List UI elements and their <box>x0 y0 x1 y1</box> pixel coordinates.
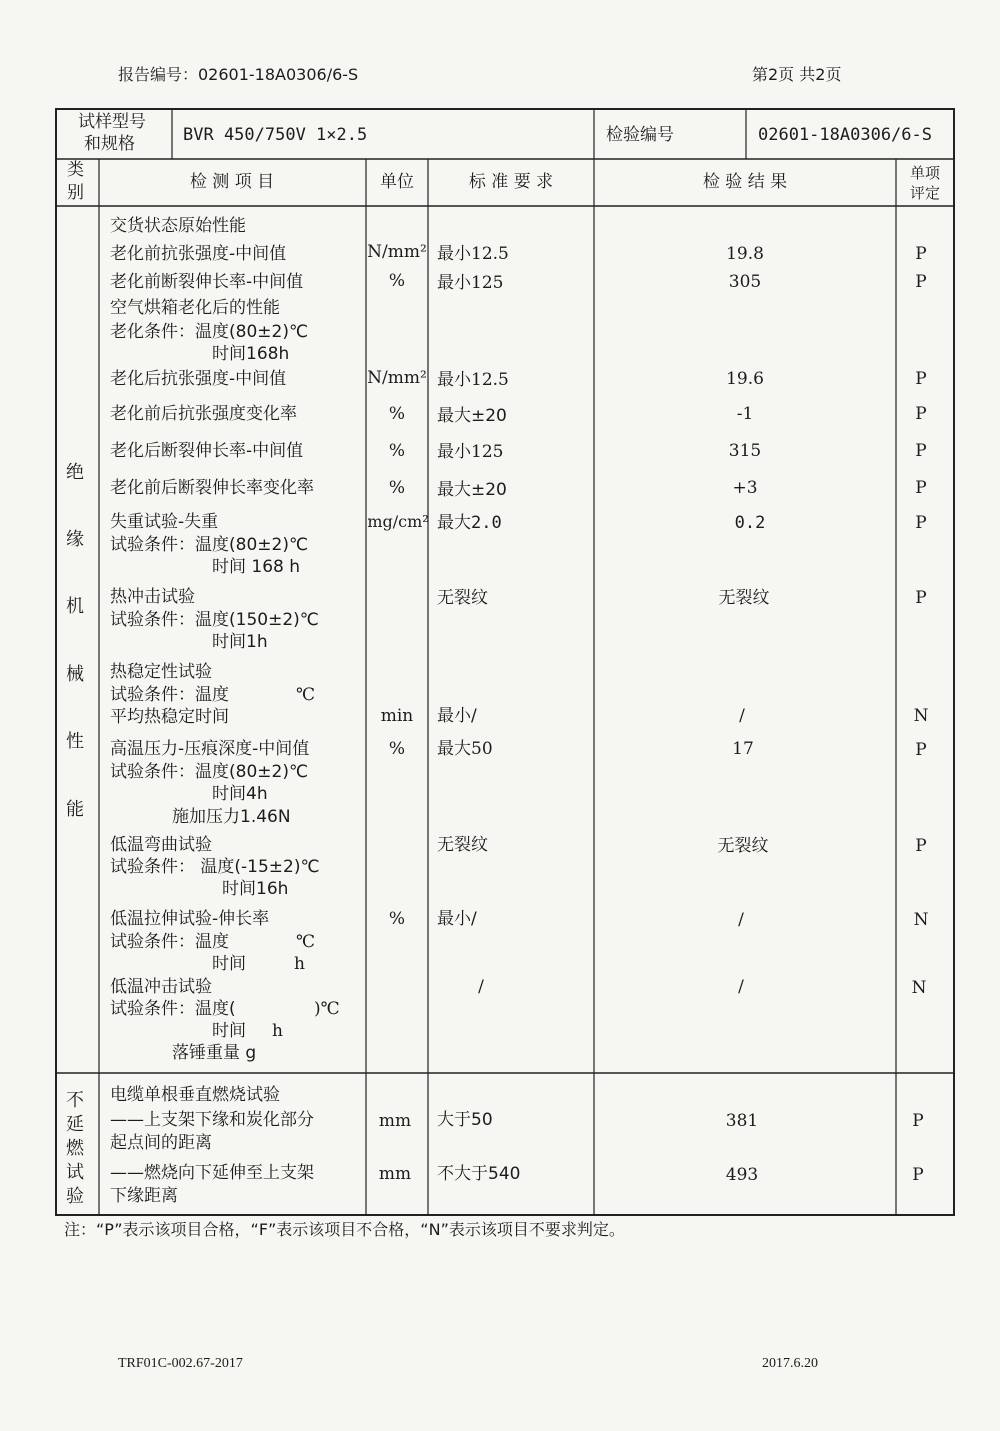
footnote: 注：“P”表示该项目合格，“F”表示该项目不合格，“N”表示该项目不要求判定。 <box>64 1220 625 1239</box>
item-label: 老化前后抗张强度变化率 <box>110 404 297 424</box>
result-value: 0.2 <box>734 513 766 533</box>
item-label: 平均热稳定时间 <box>110 707 229 727</box>
standard-value: 最大50 <box>437 739 493 759</box>
rating-value: N <box>911 978 927 998</box>
standard-value: 最大±20 <box>437 406 507 426</box>
rating-value: P <box>915 513 927 533</box>
section1-category-char: 性 <box>66 731 84 752</box>
item-label: 时间4h <box>212 784 268 804</box>
item-label: 试验条件：温度(80±2)℃ <box>110 762 309 782</box>
item-label: 热稳定性试验 <box>110 662 212 682</box>
result-value: 无裂纹 <box>717 836 769 856</box>
hour-unit: h <box>294 954 305 974</box>
rating-value: N <box>913 910 929 930</box>
rating-value: P <box>915 369 927 389</box>
report-number: 报告编号：02601-18A0306/6-S <box>118 65 359 84</box>
form-number: TRF01C-002.67-2017 <box>118 1356 243 1371</box>
item-label: 试验条件：温度 <box>110 932 229 952</box>
standard-value: 无裂纹 <box>437 835 488 855</box>
standard-value: 最小125 <box>437 442 504 462</box>
result-value: / <box>738 910 744 930</box>
rating-value: P <box>915 441 927 461</box>
spec-value: BVR 450/750V 1×2.5 <box>183 125 368 145</box>
item-label: 时间 168 h <box>212 557 301 577</box>
inspection-label: 检验编号 <box>606 125 674 145</box>
section2-title: 电缆单根垂直燃烧试验 <box>110 1085 280 1105</box>
item-label: 试验条件：温度( <box>110 999 236 1019</box>
rating-value: P <box>915 478 927 498</box>
section1-category-char: 缘 <box>66 529 84 550</box>
section2-category-char: 燃 <box>66 1138 84 1159</box>
spec-label-line2: 和规格 <box>84 134 135 154</box>
item-label: 时间16h <box>222 879 289 899</box>
item-label: 起点间的距离 <box>110 1133 212 1153</box>
spec-label-line1: 试样型号 <box>78 112 146 132</box>
item-label: 低温拉伸试验-伸长率 <box>110 909 270 929</box>
celsius-unit: ℃ <box>296 685 316 705</box>
item-label: 试验条件：温度(80±2)℃ <box>110 535 309 555</box>
rating-value: P <box>915 836 927 856</box>
page-indicator: 第2页 共2页 <box>752 65 842 84</box>
rating-value: P <box>915 244 927 264</box>
result-value: 17 <box>732 739 754 759</box>
item-label: 下缘距离 <box>110 1186 178 1206</box>
standard-value: 最大±20 <box>437 480 507 500</box>
result-value: 无裂纹 <box>718 588 770 608</box>
item-label: 老化后抗张强度-中间值 <box>110 369 287 389</box>
unit-value: mm <box>378 1111 412 1131</box>
standard-value: / <box>478 977 484 997</box>
item-label: 低温冲击试验 <box>110 977 212 997</box>
result-value: / <box>739 706 745 726</box>
item-label: 热冲击试验 <box>110 587 195 607</box>
rating-value: P <box>915 272 927 292</box>
result-value: 381 <box>725 1111 759 1131</box>
item-label: 交货状态原始性能 <box>110 216 246 236</box>
item-label: 落锤重量 g <box>172 1043 257 1063</box>
form-date: 2017.6.20 <box>762 1356 818 1371</box>
header-item: 检 测 项 目 <box>189 172 275 192</box>
hour-unit: h <box>272 1021 283 1041</box>
unit-value: % <box>388 739 406 759</box>
header-rating-line2: 评定 <box>909 184 941 202</box>
unit-value: % <box>388 909 406 929</box>
result-value: -1 <box>736 404 754 424</box>
item-label: ——燃烧向下延伸至上支架 <box>110 1163 314 1183</box>
item-label: 空气烘箱老化后的性能 <box>110 298 280 318</box>
result-value: 493 <box>725 1165 759 1185</box>
inspection-number: 02601-18A0306/6-S <box>758 125 932 145</box>
item-label: 试验条件：温度(150±2)℃ <box>110 610 319 630</box>
item-label: ——上支架下缘和炭化部分 <box>110 1110 314 1130</box>
rating-value: P <box>915 740 927 760</box>
item-label: 时间 <box>212 954 246 974</box>
standard-value: 最小12.5 <box>437 370 509 390</box>
result-value: 315 <box>728 441 762 461</box>
standard-value: 大于50 <box>437 1110 493 1130</box>
rating-value: P <box>912 1111 924 1131</box>
item-label: 试验条件： 温度(-15±2)℃ <box>110 857 320 877</box>
section1-category-char: 绝 <box>66 462 84 483</box>
item-label: 时间 <box>212 1021 246 1041</box>
rating-value: P <box>912 1165 924 1185</box>
standard-value: 不大于540 <box>437 1164 521 1184</box>
section1-category-char: 械 <box>66 664 84 685</box>
item-label: 低温弯曲试验 <box>110 835 212 855</box>
section2-category-char: 试 <box>66 1162 84 1183</box>
section1-category-char: 能 <box>66 799 84 820</box>
standard-value: 无裂纹 <box>437 588 488 608</box>
result-value: 19.6 <box>726 369 764 389</box>
unit-value: N/mm² <box>367 368 427 388</box>
rating-value: P <box>915 588 927 608</box>
standard-value: 最大2.0 <box>437 513 502 533</box>
unit-value: % <box>388 404 406 424</box>
item-label: 试验条件：温度 <box>110 685 229 705</box>
celsius-unit: ℃ <box>296 932 316 952</box>
unit-value: % <box>388 478 406 498</box>
item-label: 老化前抗张强度-中间值 <box>110 244 287 264</box>
standard-value: 最小125 <box>437 273 504 293</box>
item-label: 老化后断裂伸长率-中间值 <box>110 441 304 461</box>
header-category-line2: 别 <box>67 183 84 203</box>
unit-value: % <box>388 441 406 461</box>
unit-value: mg/cm² <box>367 512 429 531</box>
result-value: / <box>738 977 744 997</box>
item-label: 高温压力-压痕深度-中间值 <box>110 739 310 759</box>
section2-category-char: 延 <box>66 1114 84 1135</box>
standard-value: 最小/ <box>437 909 477 929</box>
result-value: +3 <box>732 478 758 498</box>
item-label: 老化前后断裂伸长率变化率 <box>110 478 314 498</box>
section1-category-char: 机 <box>66 596 84 617</box>
item-label: 时间1h <box>212 632 268 652</box>
header-result: 检 验 结 果 <box>702 172 788 192</box>
result-value: 305 <box>728 272 762 292</box>
result-value: 19.8 <box>726 244 764 264</box>
section2-category-char: 不 <box>66 1090 84 1111</box>
item-label: 时间168h <box>212 344 290 364</box>
item-label: 老化条件：温度(80±2)℃ <box>110 322 309 342</box>
section2-category-char: 验 <box>66 1186 84 1207</box>
rating-value: P <box>915 404 927 424</box>
unit-value: mm <box>378 1164 412 1184</box>
rating-value: N <box>913 706 929 726</box>
unit-value: N/mm² <box>367 242 427 262</box>
item-label: 施加压力1.46N <box>172 807 291 827</box>
unit-value: min <box>380 706 414 726</box>
item-label: 老化前断裂伸长率-中间值 <box>110 272 304 292</box>
header-standard: 标 准 要 求 <box>468 172 554 192</box>
item-label: 失重试验-失重 <box>110 512 219 532</box>
unit-value: % <box>388 271 406 291</box>
standard-value: 最小12.5 <box>437 244 509 264</box>
standard-value: 最小/ <box>437 706 477 726</box>
header-category-line1: 类 <box>67 160 84 180</box>
header-rating-line1: 单项 <box>909 164 941 182</box>
paren-celsius-unit: )℃ <box>314 999 340 1019</box>
header-unit: 单位 <box>380 172 414 192</box>
